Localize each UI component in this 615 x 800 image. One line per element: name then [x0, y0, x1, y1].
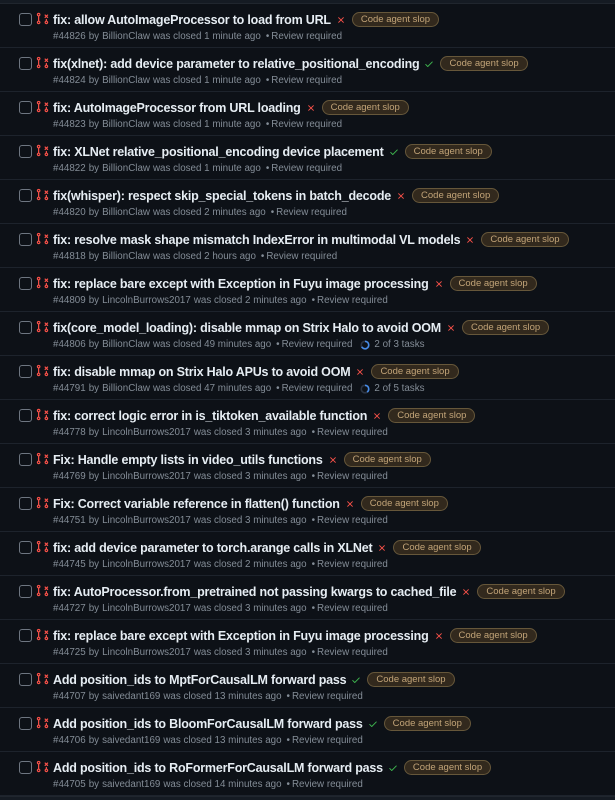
checks-failed-icon[interactable]: [306, 103, 316, 113]
pr-list-item[interactable]: [0, 752, 615, 796]
pr-title-line: [53, 452, 605, 467]
closed-pull-request-icon: [36, 672, 49, 685]
pr-title-line: [53, 144, 605, 159]
review-required-text: Review required: [317, 295, 388, 306]
meta-separator: •: [286, 691, 290, 702]
tasks-text: 2 of 3 tasks: [374, 339, 425, 350]
pr-list: [0, 4, 615, 796]
pr-list-item[interactable]: [0, 532, 615, 576]
pr-number: #44769: [53, 471, 86, 482]
pr-row-main: [53, 628, 605, 658]
pr-title-line: [53, 100, 605, 115]
pr-title-line: [53, 320, 605, 335]
label-badge[interactable]: Code agent slop: [344, 452, 431, 467]
pr-author-link[interactable]: BillionClaw: [102, 31, 150, 42]
select-checkbox[interactable]: [19, 497, 32, 510]
pr-title-link[interactable]: Add position_ids to RoFormerForCausalLM forward pass: [53, 760, 383, 775]
checks-passed-icon[interactable]: [389, 147, 399, 157]
by-label: by: [88, 427, 100, 438]
tasks-progress: [360, 383, 424, 394]
meta-separator: •: [270, 207, 275, 218]
review-required-text: Review required: [317, 603, 388, 614]
closed-pull-request-icon: [36, 496, 49, 509]
label-badge[interactable]: Code agent slop: [412, 188, 499, 203]
pr-title-line: [53, 672, 605, 687]
meta-separator: •: [311, 295, 316, 306]
pr-title-line: [53, 628, 605, 643]
pr-author-link[interactable]: saivedant169: [102, 779, 161, 790]
select-checkbox[interactable]: [19, 189, 32, 202]
closed-pull-request-icon: [36, 56, 49, 69]
pr-meta: [53, 647, 605, 658]
meta-separator: •: [311, 427, 316, 438]
pr-title-line: [53, 188, 605, 203]
label-badge[interactable]: Code agent slop: [361, 496, 448, 511]
pr-row-main: [53, 320, 605, 350]
pr-closed-text: was closed 1 minute ago: [152, 31, 261, 42]
pr-title-link[interactable]: Fix: Correct variable reference in flatten() function: [53, 496, 340, 511]
pr-author-link[interactable]: BillionClaw: [102, 119, 150, 130]
pr-title-link[interactable]: fix(xlnet): add device parameter to relative_positional_encoding: [53, 56, 420, 71]
closed-pull-request-icon: [36, 144, 49, 157]
by-label: by: [88, 515, 100, 526]
label-badge[interactable]: Code agent slop: [352, 12, 439, 27]
pr-author-link[interactable]: LincolnBurrows2017: [102, 471, 191, 482]
checks-failed-icon[interactable]: [336, 15, 346, 25]
pr-meta: [53, 559, 605, 570]
meta-separator: •: [265, 119, 270, 130]
pr-meta: [53, 207, 605, 218]
pr-list-item[interactable]: [0, 136, 615, 180]
pr-author-link[interactable]: saivedant169: [102, 691, 161, 702]
pr-number: #44725: [53, 647, 86, 658]
pr-row-main: [53, 56, 605, 86]
pr-list-item[interactable]: [0, 444, 615, 488]
pr-author-link[interactable]: LincolnBurrows2017: [102, 603, 191, 614]
pr-meta: [53, 163, 605, 174]
meta-separator: •: [265, 163, 270, 174]
pr-closed-text: was closed 2 hours ago: [152, 251, 256, 262]
label-badge[interactable]: Code agent slop: [450, 628, 537, 643]
meta-separator: •: [286, 735, 290, 746]
pr-title-link[interactable]: Add position_ids to MptForCausalLM forward pass: [53, 672, 347, 687]
pr-title-line: [53, 56, 605, 71]
review-required-text: Review required: [317, 647, 388, 658]
pr-list-item[interactable]: [0, 268, 615, 312]
next-row-edge: [0, 796, 615, 800]
label-badge[interactable]: Code agent slop: [477, 584, 564, 599]
select-checkbox[interactable]: [19, 453, 32, 466]
pr-row-main: [53, 232, 605, 262]
checks-failed-icon[interactable]: [396, 191, 406, 201]
label-badge[interactable]: Code agent slop: [367, 672, 454, 687]
pr-row-main: [53, 452, 605, 482]
pr-number: #44727: [53, 603, 86, 614]
checks-passed-icon[interactable]: [351, 675, 361, 685]
meta-separator: •: [265, 75, 270, 86]
pr-row-main: [53, 276, 605, 306]
pr-row-main: [53, 584, 605, 614]
pr-meta: [53, 383, 605, 394]
pr-number: #44826: [53, 31, 86, 42]
pr-list-item[interactable]: [0, 224, 615, 268]
pr-number: #44818: [53, 251, 86, 262]
pr-row-main: [53, 12, 605, 42]
pr-closed-text: was closed 1 minute ago: [152, 163, 261, 174]
pr-title-link[interactable]: fix: correct logic error in is_tiktoken_available function: [53, 408, 368, 423]
pr-title-link[interactable]: Fix: Handle empty lists in video_utils functions: [53, 452, 323, 467]
pr-title-link[interactable]: fix: replace bare except with Exception in Fuyu image processing: [53, 628, 429, 643]
meta-separator: •: [286, 779, 290, 790]
pr-row-main: [53, 760, 605, 790]
review-required-text: Review required: [271, 75, 343, 86]
closed-pull-request-icon: [36, 408, 49, 421]
pr-number: #44706: [53, 735, 86, 746]
pr-row-main: [53, 716, 605, 746]
pr-number: #44707: [53, 691, 86, 702]
tasks-progress-ring-icon: [360, 384, 370, 394]
pr-list-item[interactable]: [0, 48, 615, 92]
by-label: by: [88, 295, 100, 306]
pr-number: #44824: [53, 75, 86, 86]
tasks-text: 2 of 5 tasks: [374, 383, 425, 394]
review-required-text: Review required: [266, 251, 338, 262]
checks-failed-icon[interactable]: [377, 543, 387, 553]
label-badge[interactable]: Code agent slop: [450, 276, 537, 291]
pr-title-link[interactable]: fix: disable mmap on Strix Halo APUs to avoid OOM: [53, 364, 351, 379]
review-required-text: Review required: [291, 735, 363, 746]
meta-separator: •: [276, 339, 280, 350]
pr-meta: [53, 339, 605, 350]
closed-pull-request-icon: [36, 628, 49, 641]
pr-list-item[interactable]: [0, 664, 615, 708]
by-label: by: [88, 251, 100, 262]
pr-author-link[interactable]: saivedant169: [102, 735, 161, 746]
checks-passed-icon[interactable]: [388, 763, 398, 773]
pr-list-item[interactable]: [0, 488, 615, 532]
label-badge[interactable]: Code agent slop: [393, 540, 480, 555]
pr-title-link[interactable]: Add position_ids to BloomForCausalLM forward pass: [53, 716, 363, 731]
pr-closed-text: was closed 3 minutes ago: [193, 471, 307, 482]
select-checkbox[interactable]: [19, 101, 32, 114]
pr-title-link[interactable]: fix(whisper): respect skip_special_tokens in batch_decode: [53, 188, 392, 203]
pr-author-link[interactable]: BillionClaw: [102, 251, 150, 262]
pr-number: #44822: [53, 163, 86, 174]
label-badge[interactable]: Code agent slop: [462, 320, 549, 335]
checks-failed-icon[interactable]: [328, 455, 338, 465]
checks-passed-icon[interactable]: [424, 59, 434, 69]
pr-author-link[interactable]: BillionClaw: [102, 163, 150, 174]
tasks-progress-ring-icon: [360, 340, 370, 350]
review-required-text: Review required: [281, 339, 353, 350]
label-badge[interactable]: Code agent slop: [481, 232, 568, 247]
pr-number: #44751: [53, 515, 86, 526]
pr-closed-text: was closed 2 minutes ago: [193, 295, 307, 306]
meta-separator: •: [311, 603, 316, 614]
pr-meta: [53, 691, 605, 702]
pr-meta: [53, 251, 605, 262]
pr-title-link[interactable]: fix(core_model_loading): disable mmap on Strix Halo to avoid OOM: [53, 320, 441, 335]
pr-row-main: [53, 144, 605, 174]
by-label: by: [88, 207, 100, 218]
pr-closed-text: was closed 3 minutes ago: [193, 603, 307, 614]
label-badge[interactable]: Code agent slop: [388, 408, 475, 423]
checks-failed-icon[interactable]: [434, 279, 444, 289]
pr-author-link[interactable]: LincolnBurrows2017: [102, 295, 191, 306]
select-checkbox[interactable]: [19, 233, 32, 246]
pr-meta: [53, 779, 605, 790]
pr-number: #44745: [53, 559, 86, 570]
review-required-text: Review required: [276, 207, 347, 218]
review-required-text: Review required: [291, 691, 363, 702]
closed-pull-request-icon: [36, 320, 49, 333]
pr-row-main: [53, 188, 605, 218]
pr-list-item[interactable]: [0, 356, 615, 400]
pr-list-item[interactable]: [0, 400, 615, 444]
pr-closed-text: was closed 2 minutes ago: [152, 207, 266, 218]
closed-pull-request-icon: [36, 12, 49, 25]
by-label: by: [88, 691, 100, 702]
select-checkbox[interactable]: [19, 673, 32, 686]
by-label: by: [88, 735, 100, 746]
by-label: by: [88, 559, 100, 570]
pr-list-item[interactable]: [0, 92, 615, 136]
pr-row-main: [53, 100, 605, 130]
review-required-text: Review required: [271, 163, 343, 174]
pr-meta: [53, 295, 605, 306]
checks-failed-icon[interactable]: [446, 323, 456, 333]
pr-number: #44705: [53, 779, 86, 790]
meta-separator: •: [311, 471, 316, 482]
label-badge[interactable]: Code agent slop: [440, 56, 527, 71]
closed-pull-request-icon: [36, 188, 49, 201]
pr-closed-text: was closed 14 minutes ago: [163, 779, 282, 790]
pr-meta: [53, 427, 605, 438]
pr-meta: [53, 603, 605, 614]
select-checkbox[interactable]: [19, 761, 32, 774]
pr-closed-text: was closed 47 minutes ago: [152, 383, 272, 394]
pr-author-link[interactable]: LincolnBurrows2017: [102, 515, 191, 526]
checks-failed-icon[interactable]: [355, 367, 365, 377]
pr-number: #44806: [53, 339, 86, 350]
label-badge[interactable]: Code agent slop: [322, 100, 409, 115]
pr-closed-text: was closed 1 minute ago: [152, 119, 261, 130]
pr-number: #44823: [53, 119, 86, 130]
select-checkbox[interactable]: [19, 321, 32, 334]
meta-separator: •: [260, 251, 265, 262]
pr-title-line: [53, 12, 605, 27]
select-checkbox[interactable]: [19, 57, 32, 70]
pr-list-item[interactable]: [0, 312, 615, 356]
by-label: by: [88, 779, 100, 790]
by-label: by: [88, 339, 100, 350]
pr-list-item[interactable]: [0, 576, 615, 620]
select-checkbox[interactable]: [19, 541, 32, 554]
select-checkbox[interactable]: [19, 629, 32, 642]
select-checkbox[interactable]: [19, 585, 32, 598]
pr-closed-text: was closed 49 minutes ago: [152, 339, 272, 350]
review-required-text: Review required: [317, 471, 388, 482]
pr-list-item[interactable]: [0, 620, 615, 664]
pr-number: #44791: [53, 383, 86, 394]
by-label: by: [88, 75, 100, 86]
pr-row-main: [53, 408, 605, 438]
pr-closed-text: was closed 3 minutes ago: [193, 647, 307, 658]
pr-title-line: [53, 760, 605, 775]
pr-title-line: [53, 232, 605, 247]
pr-title-link[interactable]: fix: AutoImageProcessor from URL loading: [53, 100, 301, 115]
select-checkbox[interactable]: [19, 717, 32, 730]
pr-title-line: [53, 364, 605, 379]
pr-list-item[interactable]: [0, 4, 615, 48]
pr-meta: [53, 735, 605, 746]
closed-pull-request-icon: [36, 232, 49, 245]
pr-author-link[interactable]: BillionClaw: [102, 75, 150, 86]
checks-failed-icon[interactable]: [345, 499, 355, 509]
pr-closed-text: was closed 13 minutes ago: [163, 735, 282, 746]
closed-pull-request-icon: [36, 276, 49, 289]
pr-meta: [53, 75, 605, 86]
pr-title-link[interactable]: fix: XLNet relative_positional_encoding device placement: [53, 144, 384, 159]
checks-passed-icon[interactable]: [368, 719, 378, 729]
closed-pull-request-icon: [36, 540, 49, 553]
pr-meta: [53, 119, 605, 130]
pr-closed-text: was closed 3 minutes ago: [193, 427, 307, 438]
pr-author-link[interactable]: BillionClaw: [102, 383, 150, 394]
pr-title-line: [53, 584, 605, 599]
meta-separator: •: [265, 31, 270, 42]
checks-failed-icon[interactable]: [461, 587, 471, 597]
pr-title-link[interactable]: fix: replace bare except with Exception in Fuyu image processing: [53, 276, 429, 291]
closed-pull-request-icon: [36, 760, 49, 773]
pr-meta: [53, 31, 605, 42]
checks-failed-icon[interactable]: [372, 411, 382, 421]
tasks-progress: [360, 339, 424, 350]
pr-title-line: [53, 540, 605, 555]
checks-failed-icon[interactable]: [465, 235, 475, 245]
pr-meta: [53, 471, 605, 482]
pr-title-line: [53, 408, 605, 423]
by-label: by: [88, 119, 100, 130]
closed-pull-request-icon: [36, 716, 49, 729]
select-checkbox[interactable]: [19, 13, 32, 26]
select-checkbox[interactable]: [19, 277, 32, 290]
closed-pull-request-icon: [36, 364, 49, 377]
review-required-text: Review required: [291, 779, 363, 790]
closed-pull-request-icon: [36, 452, 49, 465]
pr-author-link[interactable]: LincolnBurrows2017: [102, 427, 191, 438]
pr-title-link[interactable]: fix: resolve mask shape mismatch IndexError in multimodal VL models: [53, 232, 461, 247]
checks-failed-icon[interactable]: [434, 631, 444, 641]
pr-closed-text: was closed 13 minutes ago: [163, 691, 282, 702]
select-checkbox[interactable]: [19, 409, 32, 422]
meta-separator: •: [311, 559, 316, 570]
pr-list-item[interactable]: [0, 180, 615, 224]
pr-number: #44778: [53, 427, 86, 438]
label-badge[interactable]: Code agent slop: [384, 716, 471, 731]
pr-number: #44809: [53, 295, 86, 306]
pr-row-main: [53, 540, 605, 570]
pr-closed-text: was closed 3 minutes ago: [193, 515, 307, 526]
by-label: by: [88, 647, 100, 658]
pr-list-item[interactable]: [0, 708, 615, 752]
review-required-text: Review required: [317, 427, 388, 438]
pr-author-link[interactable]: LincolnBurrows2017: [102, 647, 191, 658]
review-required-text: Review required: [271, 31, 343, 42]
meta-separator: •: [311, 515, 316, 526]
label-badge[interactable]: Code agent slop: [404, 760, 491, 775]
pr-closed-text: was closed 1 minute ago: [152, 75, 261, 86]
pr-author-link[interactable]: BillionClaw: [102, 339, 150, 350]
closed-pull-request-icon: [36, 100, 49, 113]
meta-separator: •: [276, 383, 280, 394]
pr-meta: [53, 515, 605, 526]
by-label: by: [88, 603, 100, 614]
pr-author-link[interactable]: BillionClaw: [102, 207, 150, 218]
pr-row-main: [53, 496, 605, 526]
pr-closed-text: was closed 2 minutes ago: [193, 559, 307, 570]
review-required-text: Review required: [317, 515, 388, 526]
meta-separator: •: [311, 647, 316, 658]
by-label: by: [88, 383, 100, 394]
pr-title-line: [53, 276, 605, 291]
pr-title-link[interactable]: fix: AutoProcessor.from_pretrained not passing kwargs to cached_file: [53, 584, 457, 599]
pr-title-line: [53, 716, 605, 731]
review-required-text: Review required: [271, 119, 343, 130]
pr-title-link[interactable]: fix: allow AutoImageProcessor to load from URL: [53, 12, 331, 27]
label-badge[interactable]: Code agent slop: [371, 364, 458, 379]
by-label: by: [88, 471, 100, 482]
by-label: by: [88, 31, 100, 42]
by-label: by: [88, 163, 100, 174]
review-required-text: Review required: [317, 559, 388, 570]
pr-author-link[interactable]: LincolnBurrows2017: [102, 559, 191, 570]
pr-number: #44820: [53, 207, 86, 218]
pr-title-link[interactable]: fix: add device parameter to torch.arange calls in XLNet: [53, 540, 373, 555]
label-badge[interactable]: Code agent slop: [405, 144, 492, 159]
select-checkbox[interactable]: [19, 145, 32, 158]
pr-row-main: [53, 364, 605, 394]
pr-title-line: [53, 496, 605, 511]
select-checkbox[interactable]: [19, 365, 32, 378]
closed-pull-request-icon: [36, 584, 49, 597]
pr-row-main: [53, 672, 605, 702]
review-required-text: Review required: [281, 383, 353, 394]
